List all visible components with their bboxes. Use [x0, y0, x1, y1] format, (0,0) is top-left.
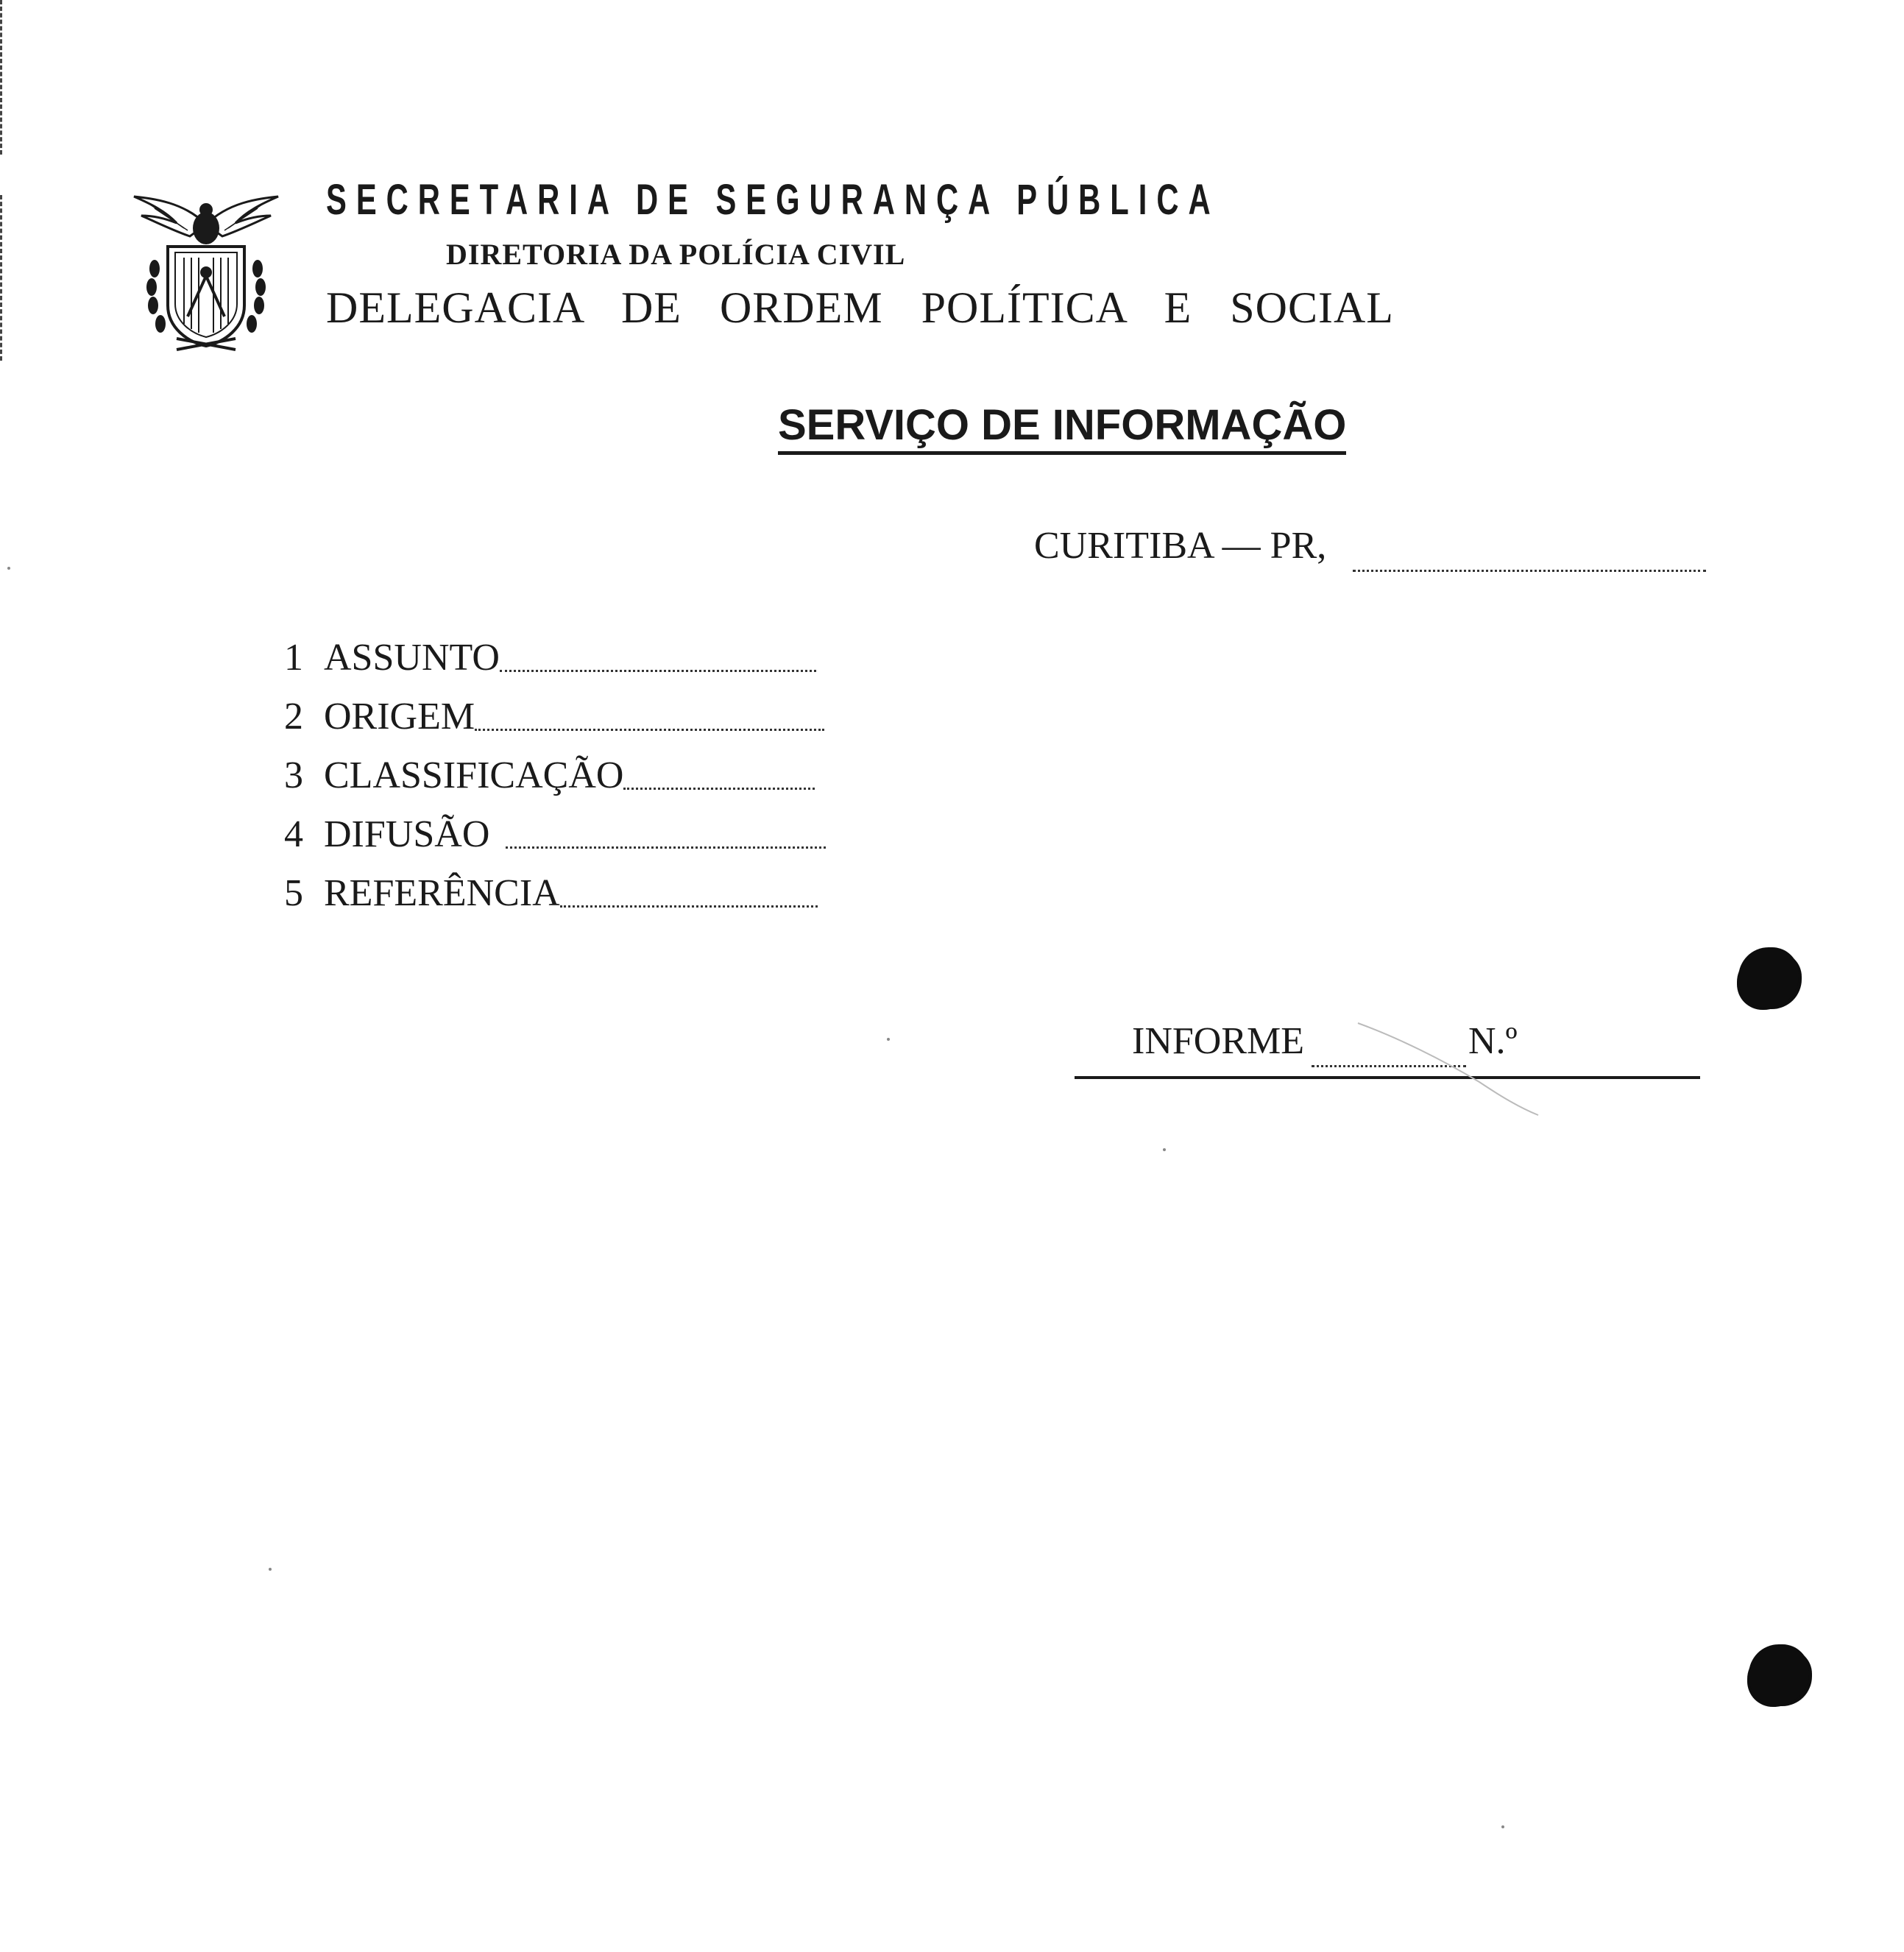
header-diretoria: DIRETORIA DA POLÍCIA CIVIL: [446, 238, 906, 271]
field-assunto-input[interactable]: [500, 669, 816, 672]
coat-of-arms-emblem: [132, 188, 280, 361]
informe-label: INFORME: [1132, 1020, 1305, 1062]
field-difusao: [284, 813, 826, 856]
header-servico-informacao: SERVIÇO DE INFORMAÇÃO: [778, 403, 1346, 455]
date-fill-line[interactable]: [1353, 570, 1706, 572]
scan-speck: [7, 567, 10, 570]
scan-speck: [269, 1568, 272, 1571]
field-number: 3: [284, 754, 303, 796]
informe-number-label: N.º: [1468, 1020, 1518, 1062]
punch-hole-upper: [1738, 947, 1799, 1008]
margin-mark-middle: [0, 195, 2, 361]
field-referencia: [284, 871, 818, 915]
margin-mark-top: [0, 0, 2, 155]
field-referencia-input[interactable]: [560, 905, 818, 908]
field-label: DIFUSÃO: [324, 813, 490, 855]
field-origem: [284, 695, 824, 738]
field-difusao-input[interactable]: [506, 846, 826, 849]
field-label: CLASSIFICAÇÃO: [324, 754, 624, 796]
field-number: 1: [284, 637, 303, 679]
field-assunto: [284, 636, 816, 679]
field-origem-input[interactable]: [475, 728, 824, 731]
field-number: 4: [284, 813, 303, 855]
field-number: 5: [284, 872, 303, 914]
city-date-label: CURITIBA — PR,: [1034, 525, 1327, 567]
field-label: ASSUNTO: [324, 637, 500, 679]
field-classificacao-input[interactable]: [623, 787, 815, 790]
punch-hole-lower: [1749, 1644, 1809, 1705]
paper-crease: [1354, 1016, 1546, 1119]
field-number: 2: [284, 696, 303, 738]
header-secretaria: SECRETARIA DE SEGURANÇA PÚBLICA: [326, 176, 1220, 224]
field-label: REFERÊNCIA: [324, 872, 560, 914]
scan-speck: [887, 1038, 890, 1041]
field-label: ORIGEM: [324, 696, 475, 738]
scan-speck: [1163, 1148, 1166, 1151]
field-classificacao: [284, 754, 815, 797]
header-delegacia: DELEGACIA DE ORDEM POLÍTICA E SOCIAL: [326, 283, 1394, 332]
scan-speck: [1501, 1825, 1504, 1828]
